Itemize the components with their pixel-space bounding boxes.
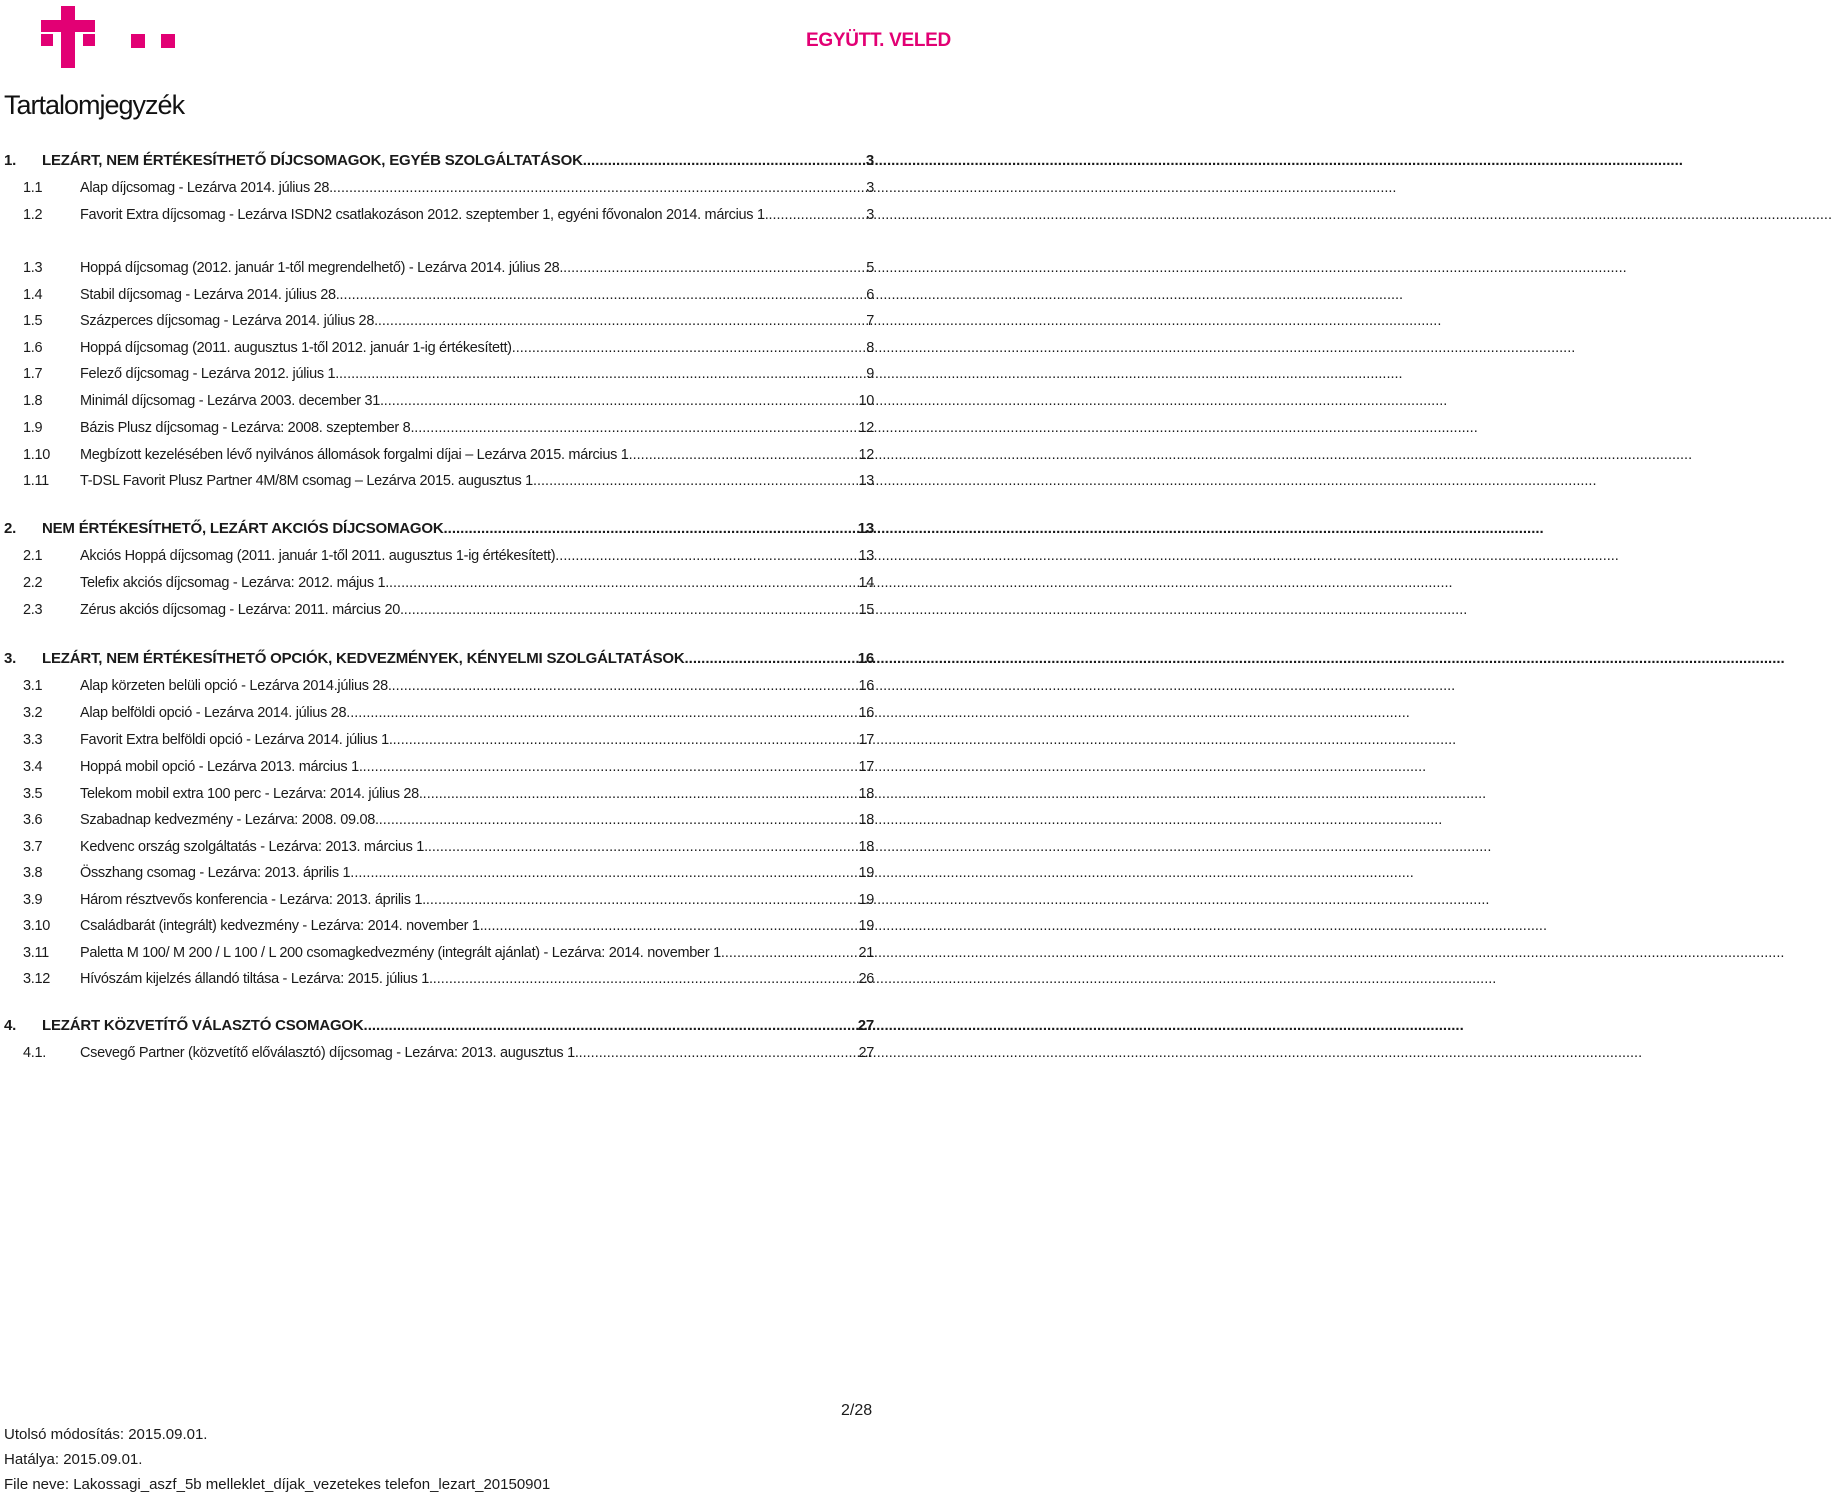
toc-leader-dots	[339, 366, 865, 382]
toc-entry-title: T-DSL Favorit Plusz Partner 4M/8M csomag – Lezárva 2015. augusztus 1	[80, 473, 533, 489]
toc-entry[interactable]	[0, 473, 960, 497]
toc-entry-page: 16	[858, 705, 874, 721]
toc-entry[interactable]	[0, 705, 960, 729]
toc-entry[interactable]	[0, 732, 960, 756]
toc-entry-line	[80, 287, 874, 303]
toc-entry-number: 3.11	[23, 945, 49, 961]
toc-entry-page: 13	[857, 520, 874, 537]
toc-entry[interactable]	[0, 313, 960, 337]
toc-entry-title: LEZÁRT, NEM ÉRTÉKESÍTHETŐ DÍJCSOMAGOK, EGYÉB SZOLGÁLTATÁSOK	[42, 152, 583, 169]
toc-entry-page: 7	[866, 313, 874, 329]
toc-entry[interactable]	[0, 447, 960, 471]
toc-entry-page: 21	[858, 945, 874, 961]
toc-entry-page: 6	[866, 287, 874, 303]
toc-entry-number: 3.10	[23, 918, 51, 934]
toc-leader-dots	[533, 473, 858, 489]
toc-entry-title: Akciós Hoppá díjcsomag (2011. január 1-től 2011. augusztus 1-ig értékesített)	[80, 548, 556, 564]
toc-entry-page: 27	[858, 1045, 874, 1061]
toc-entry-title: Összhang csomag - Lezárva: 2013. április 1	[80, 865, 351, 881]
toc-entry-page: 12	[858, 447, 874, 463]
toc-entry[interactable]	[0, 180, 960, 204]
toc-entry-number: 1.8	[23, 393, 43, 409]
toc-entry-page: 15	[858, 602, 874, 618]
toc-entry[interactable]	[0, 1017, 960, 1041]
toc-entry[interactable]	[0, 152, 960, 176]
toc-entry-number: 1.4	[23, 287, 43, 303]
toc-entry-title: LEZÁRT, NEM ÉRTÉKESÍTHETŐ OPCIÓK, KEDVEZMÉNYEK, KÉNYELMI SZOLGÁLTATÁSOK	[42, 650, 685, 667]
toc-leader-dots	[393, 732, 858, 748]
toc-leader-dots	[346, 705, 857, 721]
toc-entry[interactable]	[0, 865, 960, 889]
toc-entry-line	[80, 340, 874, 356]
toc-entry-line	[42, 650, 874, 667]
toc-entry-title: Telefix akciós díjcsomag - Lezárva: 2012. május 1.	[80, 575, 389, 591]
effective-date: Hatálya: 2015.09.01.	[4, 1451, 143, 1468]
toc-entry-page: 5	[866, 260, 874, 276]
toc-entry-page: 18	[858, 839, 874, 855]
toc-entry-number: 3.3	[23, 732, 43, 748]
toc-entry-number: 4.	[4, 1017, 17, 1034]
toc-entry[interactable]	[0, 759, 960, 783]
toc-entry-line	[80, 839, 874, 855]
toc-entry-number: 3.2	[23, 705, 43, 721]
toc-leader-dots	[685, 650, 857, 667]
page-title: Tartalomjegyzék	[4, 90, 185, 120]
toc-entry-page: 17	[858, 759, 874, 775]
toc-leader-dots	[555, 548, 857, 564]
toc-entry-number: 3.4	[23, 759, 43, 775]
toc-entry-number: 1.1	[23, 180, 43, 196]
toc-entry-page: 19	[858, 865, 874, 881]
toc-entry[interactable]	[0, 340, 960, 364]
toc-entry-line	[80, 759, 874, 775]
toc-entry-title: Felező díjcsomag - Lezárva 2012. július 1.	[80, 366, 340, 382]
toc-entry-page: 8	[866, 340, 874, 356]
toc-leader-dots	[363, 759, 858, 775]
toc-leader-dots	[404, 602, 858, 618]
toc-entry-number: 1.7	[23, 366, 43, 382]
toc-leader-dots	[378, 313, 865, 329]
toc-entry-line	[42, 152, 874, 169]
toc-leader-dots	[384, 393, 858, 409]
toc-entry-page: 13	[858, 473, 874, 489]
toc-entry-page: 27	[857, 1017, 874, 1034]
toc-entry-page: 9	[866, 366, 874, 382]
toc-entry[interactable]	[0, 971, 960, 995]
toc-entry-line	[80, 180, 874, 196]
toc-entry-page: 26	[858, 971, 874, 987]
toc-entry-page: 19	[858, 892, 874, 908]
toc-entry[interactable]	[0, 918, 960, 942]
toc-entry-page: 16	[858, 678, 874, 694]
toc-entry-line	[80, 602, 874, 618]
toc-leader-dots	[563, 260, 865, 276]
toc-entry-title: Szabadnap kedvezmény - Lezárva: 2008. 09.08.	[80, 812, 379, 828]
toc-entry[interactable]	[0, 945, 960, 969]
toc-entry-page: 3	[866, 180, 874, 196]
toc-entry[interactable]	[0, 548, 960, 572]
toc-entry[interactable]	[0, 1045, 960, 1069]
toc-entry-page: 10	[858, 393, 874, 409]
toc-entry-title: Alap belföldi opció - Lezárva 2014. július 28	[80, 705, 347, 721]
toc-entry-page: 12	[858, 420, 874, 436]
last-modified: Utolsó módosítás: 2015.09.01.	[4, 1426, 208, 1443]
toc-entry[interactable]	[0, 420, 960, 444]
toc-entry-line	[80, 447, 874, 463]
toc-entry-title: Családbarát (integrált) kedvezmény - Lezárva: 2014. november 1.	[80, 918, 484, 934]
toc-entry-line	[80, 892, 874, 908]
toc-entry-number: 1.	[4, 152, 17, 169]
toc-entry-line	[80, 812, 874, 828]
toc-leader-dots	[364, 1017, 857, 1034]
toc-leader-dots	[721, 945, 858, 961]
toc-entry-title: Megbízott kezelésében lévő nyilvános állomások forgalmi díjai – Lezárva 2015. március 1	[80, 447, 629, 463]
toc-entry-title: Favorit Extra díjcsomag - Lezárva ISDN2 csatlakozáson 2012. szeptember 1, egyéni fővonalon 2014. március 1.	[80, 207, 769, 223]
toc-entry-page: 17	[858, 732, 874, 748]
toc-entry-line	[80, 575, 874, 591]
toc-leader-dots	[583, 152, 865, 169]
toc-entry-page: 19	[858, 918, 874, 934]
toc-entry[interactable]	[0, 650, 960, 674]
toc-entry-number: 3.12	[23, 971, 51, 987]
toc-entry-number: 2.	[4, 520, 17, 537]
toc-entry-line	[42, 520, 874, 537]
toc-entry-page: 18	[858, 786, 874, 802]
toc-entry-number: 2.2	[23, 575, 43, 591]
toc-entry-line	[80, 260, 874, 276]
toc-entry-line	[80, 473, 874, 489]
toc-entry-title: Hoppá díjcsomag (2012. január 1-től megrendelhető) - Lezárva 2014. július 28.	[80, 260, 564, 276]
toc-leader-dots	[423, 786, 858, 802]
toc-entry-number: 1.11	[23, 473, 49, 489]
toc-entry-number: 3.8	[23, 865, 43, 881]
toc-entry-line	[80, 1045, 874, 1061]
toc-leader-dots	[350, 865, 857, 881]
toc-entry[interactable]	[0, 366, 960, 390]
toc-leader-dots	[768, 207, 865, 223]
toc-entry-line	[80, 393, 874, 409]
toc-entry-page: 3	[866, 207, 874, 223]
toc-entry-number: 3.	[4, 650, 17, 667]
toc-entry-number: 3.5	[23, 786, 43, 802]
toc-entry-title: Zérus akciós díjcsomag - Lezárva: 2011. március 20.	[80, 602, 404, 618]
toc-entry[interactable]	[0, 260, 960, 284]
toc-entry[interactable]	[0, 575, 960, 599]
toc-entry-line	[80, 705, 874, 721]
page-number: 2/28	[841, 1402, 873, 1419]
toc-entry[interactable]	[0, 678, 960, 702]
toc-entry[interactable]	[0, 786, 960, 810]
toc-leader-dots	[428, 839, 858, 855]
toc-entry-title: Három résztvevős konferencia - Lezárva: 2013. április 1.	[80, 892, 426, 908]
toc-entry-number: 1.5	[23, 313, 43, 329]
toc-entry-line	[42, 1017, 874, 1034]
toc-entry[interactable]	[0, 207, 960, 231]
toc-entry-page: 16	[857, 650, 874, 667]
toc-entry-number: 1.6	[23, 340, 43, 356]
toc-entry[interactable]	[0, 287, 960, 311]
toc-entry[interactable]	[0, 892, 960, 916]
toc-entry-line	[80, 366, 874, 382]
toc-leader-dots	[629, 447, 858, 463]
toc-entry-title: Minimál díjcsomag - Lezárva 2003. december 31.	[80, 393, 384, 409]
toc-entry-page: 14	[858, 575, 874, 591]
toc-entry-line	[80, 313, 874, 329]
toc-entry-title: LEZÁRT KÖZVETÍTŐ VÁLASZTÓ CSOMAGOK	[42, 1017, 364, 1034]
toc-entry[interactable]	[0, 839, 960, 863]
toc-entry[interactable]	[0, 393, 960, 417]
toc-entry-line	[80, 678, 874, 694]
toc-entry-line	[80, 945, 874, 961]
table-of-contents	[0, 0, 960, 1100]
toc-entry-line	[80, 971, 874, 987]
toc-entry-title: Hoppá mobil opció - Lezárva 2013. március 1.	[80, 759, 363, 775]
toc-entry-page: 18	[858, 812, 874, 828]
toc-leader-dots	[379, 812, 858, 828]
toc-entry-line	[80, 918, 874, 934]
toc-entry-number: 3.6	[23, 812, 43, 828]
toc-entry-title: Paletta M 100/ M 200 / L 100 / L 200 csomagkedvezmény (integrált ajánlat) - Lezárva: 2014. november 1	[80, 945, 721, 961]
toc-entry-title: Százperces díjcsomag - Lezárva 2014. július 28.	[80, 313, 378, 329]
toc-entry-number: 1.9	[23, 420, 43, 436]
toc-entry-number: 1.10	[23, 447, 51, 463]
toc-entry-number: 3.9	[23, 892, 43, 908]
toc-entry-number: 3.7	[23, 839, 43, 855]
toc-leader-dots	[444, 520, 857, 537]
toc-leader-dots	[414, 420, 857, 436]
toc-entry-page: 3	[865, 152, 874, 169]
toc-entry-title: Csevegő Partner (közvetítő előválasztó) díjcsomag - Lezárva: 2013. augusztus 1.	[80, 1045, 579, 1061]
toc-entry-title: Stabil díjcsomag - Lezárva 2014. július 28.	[80, 287, 340, 303]
toc-entry-line	[80, 207, 874, 223]
toc-leader-dots	[389, 575, 857, 591]
toc-entry-title: NEM ÉRTÉKESÍTHETŐ, LEZÁRT AKCIÓS DÍJCSOMAGOK	[42, 520, 444, 537]
toc-entry-title: Hoppá díjcsomag (2011. augusztus 1-től 2012. január 1-ig értékesített)	[80, 340, 512, 356]
toc-entry-line	[80, 865, 874, 881]
toc-entry-number: 3.1	[23, 678, 43, 694]
toc-leader-dots	[483, 918, 857, 934]
toc-entry-line	[80, 732, 874, 748]
toc-entry-number: 1.2	[23, 207, 43, 223]
toc-entry-number: 4.1.	[23, 1045, 46, 1061]
toc-entry-line	[80, 786, 874, 802]
toc-entry-title: Kedvenc ország szolgáltatás - Lezárva: 2013. március 1.	[80, 839, 428, 855]
toc-entry[interactable]	[0, 602, 960, 626]
file-name: File neve: Lakossagi_aszf_5b melleklet_díjak_vezetekes telefon_lezart_20150901	[4, 1476, 551, 1493]
toc-entry-page: 13	[858, 548, 874, 564]
brand-slogan: EGYÜTT. VELED	[806, 30, 951, 51]
toc-leader-dots	[426, 892, 858, 908]
toc-leader-dots	[340, 287, 866, 303]
toc-entry-number: 2.1	[23, 548, 43, 564]
toc-entry-title: Alap körzeten belüli opció - Lezárva 2014.július 28.	[80, 678, 392, 694]
toc-entry-number: 2.3	[23, 602, 43, 618]
toc-entry-title: Bázis Plusz díjcsomag - Lezárva: 2008. szeptember 8.	[80, 420, 415, 436]
toc-entry[interactable]	[0, 812, 960, 836]
toc-entry-title: Telekom mobil extra 100 perc - Lezárva: 2014. július 28.	[80, 786, 423, 802]
toc-entry[interactable]	[0, 520, 960, 544]
toc-entry-number: 1.3	[23, 260, 43, 276]
toc-leader-dots	[512, 340, 866, 356]
toc-leader-dots	[392, 678, 858, 694]
toc-leader-dots	[433, 971, 858, 987]
toc-entry-line	[80, 420, 874, 436]
toc-entry-line	[80, 548, 874, 564]
toc-entry-title: Hívószám kijelzés állandó tiltása - Lezárva: 2015. július 1.	[80, 971, 433, 987]
toc-entry-title: Alap díjcsomag - Lezárva 2014. július 28.	[80, 180, 333, 196]
toc-leader-dots	[333, 180, 865, 196]
toc-entry-title: Favorit Extra belföldi opció - Lezárva 2014. július 1.	[80, 732, 393, 748]
toc-leader-dots	[579, 1045, 858, 1061]
